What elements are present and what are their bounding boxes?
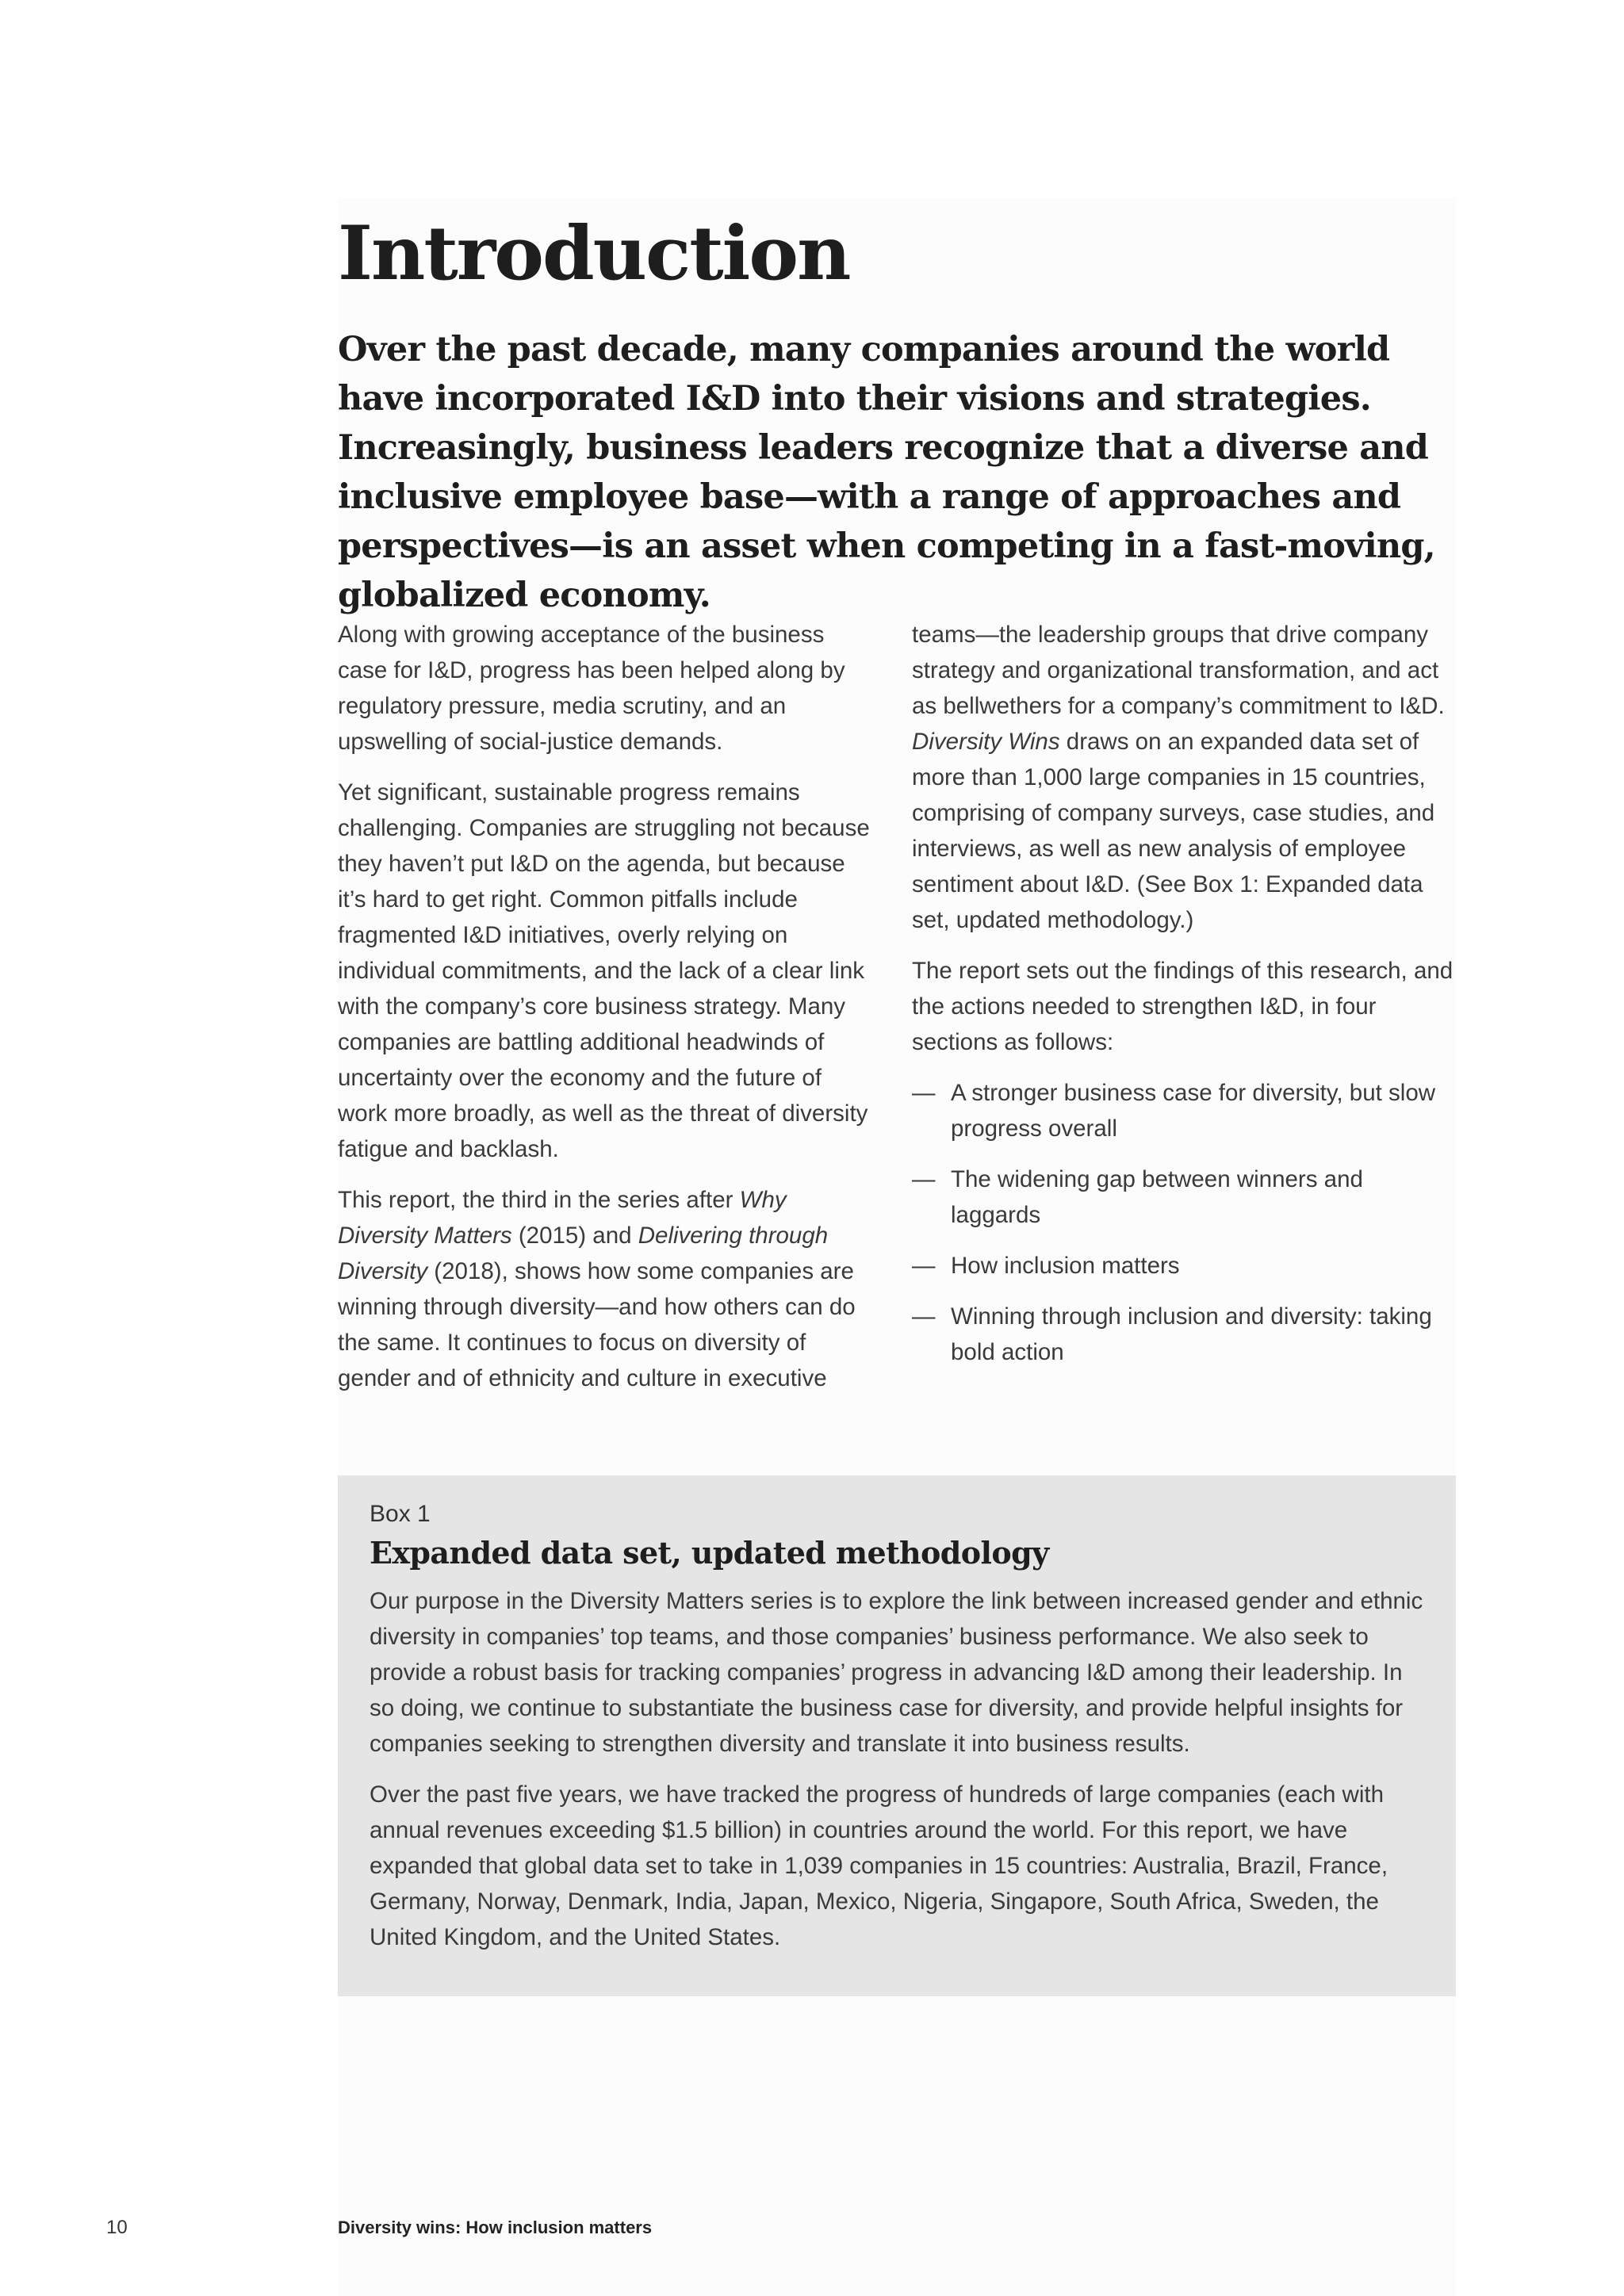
list-item-text: A stronger business case for diversity, but slow progress overall <box>951 1080 1436 1142</box>
list-item <box>912 1248 1459 1284</box>
p3-text-c: (2015) and <box>511 1223 638 1249</box>
dash-bullet: — <box>912 1253 936 1279</box>
box-body <box>370 1583 1427 1955</box>
box-paragraph-2: Over the past five years, we have tracked the progress of hundreds of large companies (each with annual revenues exceeding $1.5 billion) in countries around the world. For this report, we have expanded that global data set to take in 1,039 companies in 15 countries: Australia, Brazil, France, Germany, Norway, Denmark, India, Japan, Mexico, Nigeria, Singapore, South Africa, Sweden, the United Kingdom, and the United States. <box>370 1781 1388 1950</box>
methodology-box <box>338 1475 1456 1996</box>
right-column <box>912 617 1459 1385</box>
body-paragraph-3-continued <box>912 617 1459 938</box>
title-diversity-wins: Diversity Wins <box>912 729 1060 755</box>
list-item <box>912 1075 1459 1146</box>
dash-bullet: — <box>912 1303 936 1330</box>
title-delivering-through-diversity: Delivering through Diversity <box>338 1223 829 1284</box>
list-item-text: Winning through inclusion and diversity: taking bold action <box>951 1303 1432 1365</box>
box-title: Expanded data set, updated methodology <box>370 1535 1049 1571</box>
body-paragraph-2: Yet significant, sustainable progress remains challenging. Companies are struggling not because they haven’t put I&D on the agenda, but because it’s hard to get right. Common pitfalls include fragmented I&D initiatives, overly relying on individual commitments, and the lack of a clear link with the company’s core business strategy. Many companies are battling additional headwinds of uncertainty over the economy and the future of work more broadly, as well as the threat of diversity fatigue and backlash. <box>338 779 870 1162</box>
body-paragraph-3 <box>338 1182 877 1396</box>
body-paragraph-4: The report sets out the findings of this research, and the actions needed to strengthen I&D, in four sections as follows: <box>912 958 1454 1055</box>
list-item <box>912 1161 1459 1233</box>
lede-paragraph: Over the past decade, many companies around the world have incorporated I&D into their visions and strategies. Increasingly, business leaders recognize that a diverse and inclusive employee base—with a range of approaches and perspectives—is an asset when competing in a fast-moving, globalized economy. <box>338 330 1435 615</box>
body-paragraph-1: Along with growing acceptance of the business case for I&D, progress has been helped along by regulatory pressure, media scrutiny, and an upswelling of social-justice demands. <box>338 622 845 755</box>
running-title: Diversity wins: How inclusion matters <box>338 2218 653 2237</box>
p3-text-e: (2018), shows how some companies are winning through diversity—and how others can do the same. It continues to focus on diversity of gender and of ethnicity and culture in executive <box>338 1258 856 1391</box>
box-paragraph-1: Our purpose in the Diversity Matters series is to explore the link between increased gender and ethnic diversity in companies’ top teams, and those companies’ business performance. We also seek to provide a robust basis for tracking companies’ progress in advancing I&D among their leadership. In so doing, we continue to substantiate the business case for diversity, and provide helpful insights for companies seeking to strengthen diversity and translate it into business results. <box>370 1588 1423 1757</box>
dash-bullet: — <box>912 1080 936 1106</box>
p3-text-e-continued: teams—the leadership groups that drive company strategy and organizational transformation, and act as bellwethers for a company’s commitment to I&D. <box>912 622 1445 719</box>
p3-text-a: This report, the third in the series after <box>338 1187 740 1213</box>
dash-bullet: — <box>912 1166 936 1192</box>
box-label: Box 1 <box>370 1501 431 1527</box>
page-number: 10 <box>106 2217 128 2238</box>
left-column <box>338 617 877 1411</box>
title-why-diversity-matters: Why Diversity Matters <box>338 1187 787 1249</box>
page-title: Introduction <box>338 210 850 297</box>
list-item-text: The widening gap between winners and laggards <box>951 1166 1363 1228</box>
sections-list <box>912 1075 1459 1370</box>
list-item <box>912 1299 1459 1370</box>
list-item-text: How inclusion matters <box>951 1253 1180 1279</box>
p3-text-g: draws on an expanded data set of more than 1,000 large companies in 15 countries, comprising of company surveys, case studies, and interviews, as well as new analysis of employee sentiment about I&D. (See Box 1: Expanded data set, updated methodology.) <box>912 729 1435 933</box>
